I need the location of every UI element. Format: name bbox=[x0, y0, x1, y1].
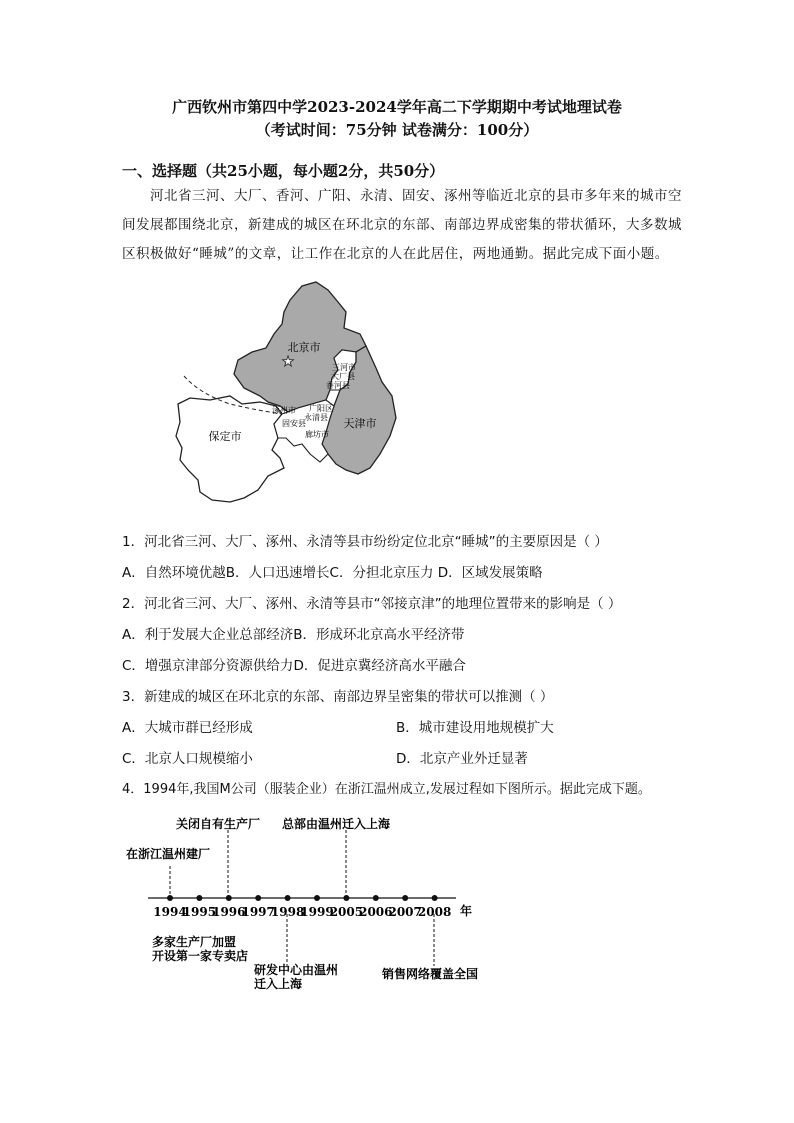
timeline-year-label: 2006 bbox=[359, 905, 393, 919]
option: A．自然环境优越 bbox=[122, 565, 226, 581]
question-2-options-row1 bbox=[122, 623, 465, 643]
event-1998-1: 研发中心由温州 bbox=[254, 963, 339, 977]
page-title: 广西钦州市第四中学2023-2024学年高二下学期期中考试地理试卷 bbox=[172, 98, 622, 116]
timeline-year-label: 1998 bbox=[270, 905, 305, 919]
beijing-label: 北京市 bbox=[287, 341, 321, 354]
langfang-label: 廊坊市 bbox=[305, 430, 329, 439]
option: B．人口迅速增长 bbox=[225, 565, 330, 581]
option: A．大城市群已经形成 bbox=[122, 720, 253, 736]
timeline-dot bbox=[402, 895, 408, 901]
timeline-unit: 年 bbox=[460, 904, 473, 918]
timeline-year-label: 2008 bbox=[417, 905, 452, 919]
option: B．形成环北京高水平经济带 bbox=[293, 627, 465, 643]
yongqing-label: 永清县 bbox=[304, 413, 328, 422]
option: D．促进京冀经济高水平融合 bbox=[293, 658, 466, 674]
section-heading: 一、选择题（共25小题，每小题2分，共50分） bbox=[122, 162, 445, 180]
baoding-label: 保定市 bbox=[208, 430, 242, 443]
timeline-year-label: 2007 bbox=[388, 905, 422, 919]
question-3: 3．新建成的城区在环北京的东部、南部边界呈密集的带状可以推测（ ） bbox=[122, 689, 554, 705]
question-4: 4．1994年,我国M公司（服装企业）在浙江温州成立,发展过程如下图所示。据此完成下题。 bbox=[122, 782, 651, 797]
capital-star-icon: ★ bbox=[281, 354, 295, 370]
timeline-dot bbox=[314, 895, 320, 901]
sanhe-label: 三河市 bbox=[332, 363, 356, 372]
company-timeline-figure bbox=[120, 808, 500, 990]
timeline-year-label: 1994 bbox=[153, 905, 187, 919]
xianghe-label: 香河县 bbox=[326, 381, 350, 390]
dachang-label: 大厂县 bbox=[331, 372, 355, 381]
timeline-year-label: 1997 bbox=[241, 905, 275, 919]
option: B．城市建设用地规模扩大 bbox=[396, 720, 554, 736]
question-1-options bbox=[122, 561, 543, 581]
timeline-dot bbox=[285, 895, 291, 901]
timeline-dot bbox=[255, 895, 261, 901]
event-1996-bottom-2: 开设第一家专卖店 bbox=[152, 949, 249, 963]
event-1996-bottom-1: 多家生产厂加盟 bbox=[152, 935, 237, 949]
intro-line: 河北省三河、大厂、香河、广阳、永清、固安、涿州等临近北京的县市多年来的城市空 bbox=[150, 188, 682, 204]
timeline-year-label: 1996 bbox=[212, 905, 246, 919]
guangyang-label: 广阳区 bbox=[309, 404, 333, 413]
beijing-region-map bbox=[170, 278, 410, 510]
event-1996-top: 关闭自有生产厂 bbox=[176, 817, 261, 831]
event-2008: 销售网络覆盖全国 bbox=[382, 967, 479, 981]
option: D．北京产业外迁显著 bbox=[396, 751, 528, 767]
option: D．区域发展策略 bbox=[437, 565, 543, 581]
zhuozhou-label: 涿州市 bbox=[272, 406, 296, 415]
event-1998-2: 迁入上海 bbox=[254, 977, 303, 990]
timeline-dot bbox=[432, 895, 438, 901]
question-2-options-row2 bbox=[122, 654, 466, 674]
option: C．增强京津部分资源供给力 bbox=[122, 658, 294, 674]
option: C．北京人口规模缩小 bbox=[122, 751, 253, 767]
option: A．利于发展大企业总部经济 bbox=[122, 627, 294, 643]
question-1: 1．河北省三河、大厂、涿州、永清等县市纷纷定位北京“睡城”的主要原因是（ ） bbox=[122, 534, 608, 550]
timeline-dot bbox=[196, 895, 202, 901]
intro-line: 间发展都围绕北京，新建成的城区在环北京的东部、南部边界成密集的带状循环，大多数城 bbox=[122, 217, 682, 233]
guan-label: 固安县 bbox=[282, 419, 306, 428]
intro-line: 区积极做好“睡城”的文章，让工作在北京的人在此居住，两地通勤。据此完成下面小题。 bbox=[122, 246, 669, 262]
event-1994: 在浙江温州建厂 bbox=[126, 847, 211, 861]
intro-paragraph bbox=[122, 182, 682, 269]
event-2005: 总部由温州迁入上海 bbox=[282, 817, 391, 831]
timeline-dot bbox=[373, 895, 379, 901]
timeline-year-label: 2005 bbox=[329, 905, 364, 919]
option: C．分担北京压力 bbox=[329, 565, 434, 581]
timeline-year-label: 1995 bbox=[182, 905, 217, 919]
tianjin-label: 天津市 bbox=[343, 417, 377, 430]
timeline-dot bbox=[226, 895, 232, 901]
page-subtitle: （考试时间：75分钟 试卷满分：100分） bbox=[255, 121, 539, 139]
question-2: 2．河北省三河、大厂、涿州、永清等县市“邻接京津”的地理位置带来的影响是（ ） bbox=[122, 596, 622, 612]
timeline-year-label: 1999 bbox=[300, 905, 334, 919]
